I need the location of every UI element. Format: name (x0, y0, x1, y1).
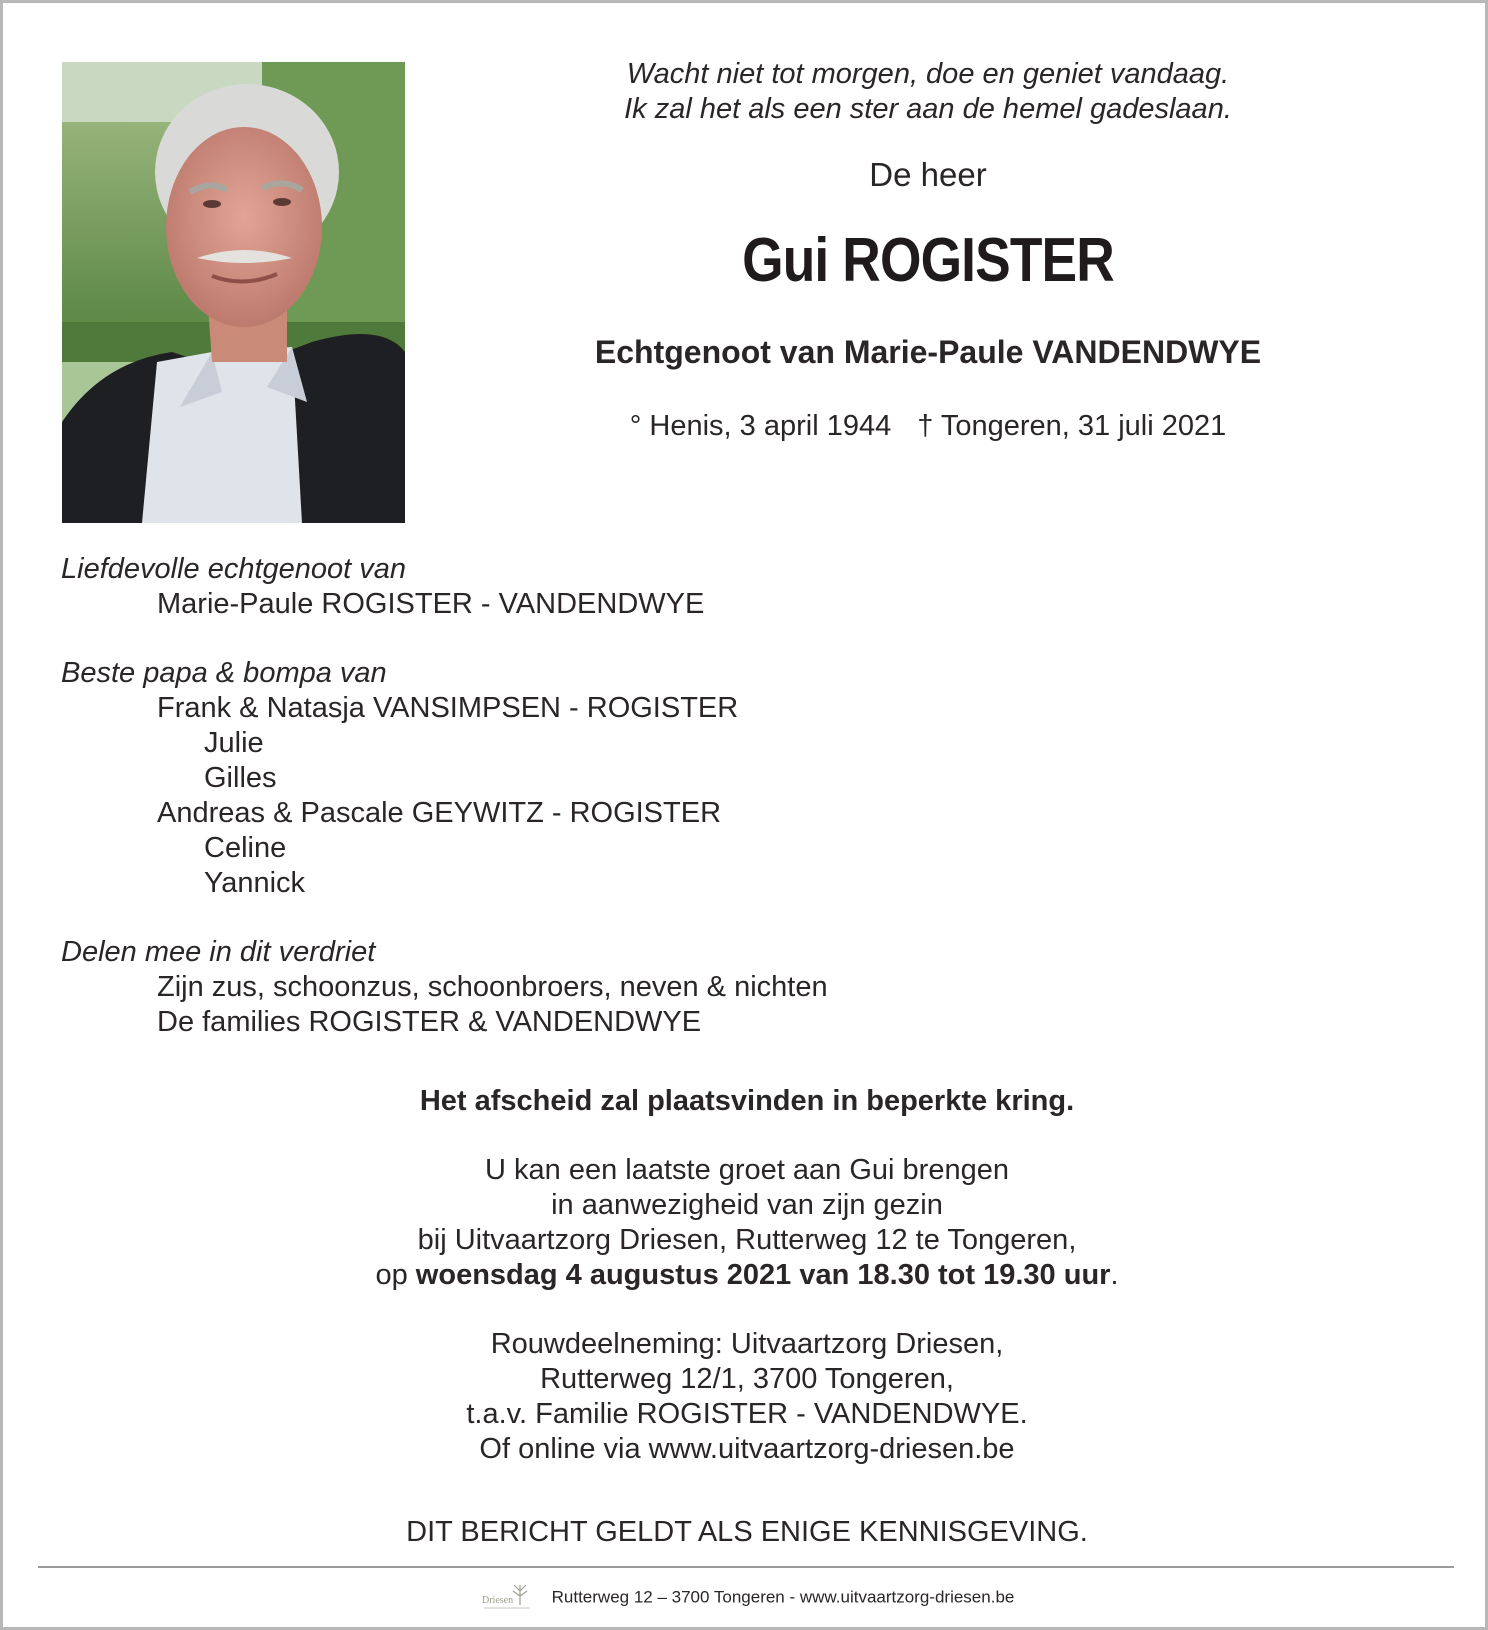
visit-suffix: . (1110, 1259, 1119, 1291)
visit-line: in aanwezigheid van zijn gezin (551, 1189, 943, 1221)
condolence-info (3, 1327, 1488, 1467)
visitation-info (3, 1153, 1488, 1293)
grief-line: Zijn zus, schoonzus, schoonbroers, neven & nichten (157, 971, 828, 1003)
visit-line: U kan een laatste groet aan Gui brengen (485, 1154, 1009, 1186)
grief-heading: Delen mee in dit verdriet (61, 936, 376, 968)
visit-line: bij Uitvaartzorg Driesen, Rutterweg 12 te Tongeren, (417, 1224, 1077, 1256)
spouse-line: Echtgenoot van Marie-Paule VANDENDWYE (594, 334, 1262, 370)
deceased-name: Gui ROGISTER (742, 226, 1114, 295)
birth-date: ° Henis, 3 april 1944 (629, 410, 892, 442)
svg-text:Driesen: Driesen (481, 1595, 513, 1606)
condolence-line: Rutterweg 12/1, 3700 Tongeren, (540, 1363, 954, 1395)
farewell-notice: Het afscheid zal plaatsvinden in beperkte kring. (419, 1085, 1075, 1117)
grandchild: Celine (204, 832, 287, 864)
grandchild: Yannick (204, 867, 306, 899)
footer-divider (38, 1566, 1454, 1568)
spouse-block (61, 552, 961, 622)
official-notice: DIT BERICHT GELDT ALS ENIGE KENNISGEVING. (406, 1516, 1088, 1548)
spouse-name: Marie-Paule ROGISTER - VANDENDWYE (157, 588, 705, 620)
funeral-home-logo (480, 1581, 534, 1615)
grief-block (61, 935, 961, 1040)
visit-datetime: woensdag 4 augustus 2021 van 18.30 tot 19.30 uur (415, 1259, 1111, 1291)
child-family-1: Frank & Natasja VANSIMPSEN - ROGISTER (157, 692, 739, 724)
death-date: † Tongeren, 31 juli 2021 (917, 410, 1227, 442)
condolence-line: t.a.v. Familie ROGISTER - VANDENDWYE. (466, 1398, 1028, 1430)
quote (433, 57, 1423, 127)
condolence-website: Of online via www.uitvaartzorg-driesen.be (479, 1433, 1015, 1465)
portrait-photo (62, 62, 405, 523)
children-block (61, 656, 961, 901)
grief-line: De families ROGISTER & VANDENDWYE (157, 1006, 702, 1038)
visit-datetime-line (3, 1258, 1488, 1293)
spouse-heading: Liefdevolle echtgenoot van (61, 553, 407, 585)
footer-address: Rutterweg 12 – 3700 Tongeren - www.uitvaartzorg-driesen.be (551, 1587, 1015, 1607)
quote-line-1: Wacht niet tot morgen, doe en geniet vandaag. (626, 58, 1230, 90)
family-section (61, 552, 961, 1074)
birth-death-dates (433, 410, 1423, 443)
child-family-2: Andreas & Pascale GEYWITZ - ROGISTER (157, 797, 722, 829)
grandchild: Julie (204, 727, 264, 759)
footer (3, 1581, 1488, 1615)
quote-line-2: Ik zal het als een ster aan de hemel gadeslaan. (624, 93, 1232, 125)
condolence-line: Rouwdeelneming: Uitvaartzorg Driesen, (490, 1328, 1004, 1360)
children-heading: Beste papa & bompa van (61, 657, 387, 689)
visit-prefix: op (375, 1259, 416, 1291)
honorific: De heer (869, 156, 987, 193)
grandchild: Gilles (204, 762, 277, 794)
